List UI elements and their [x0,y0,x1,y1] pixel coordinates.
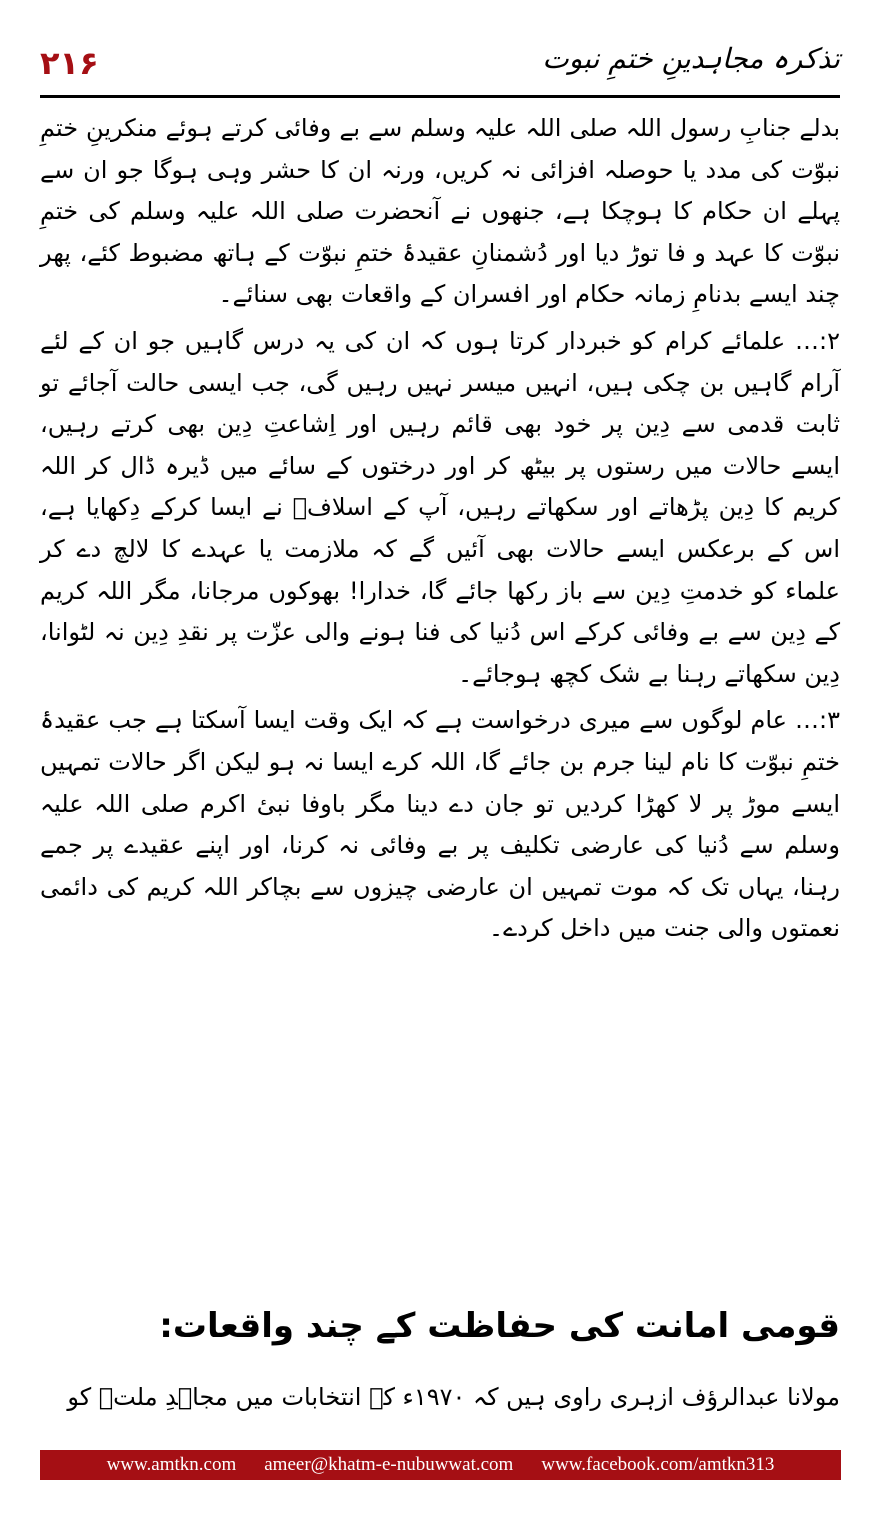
body-text [40,108,840,950]
page-header [40,38,840,98]
section-heading: قومی امانت کی حفاظت کے چند واقعات: [159,1306,840,1346]
paragraph-3: ۳:… عام لوگوں سے میری درخواست ہے کہ ایک وقت ایسا آسکتا ہے جب عقیدۂ ختمِ نبوّت کا نام لینا جرم بن جائے گا، اللہ کرے ایسا نہ ہو لیکن اگر حالات تمہیں ایسے موڑ پر لا کھڑا کردیں تو جان دے دینا مگر باوفا نبیٔ اکرم صلی اللہ علیہ وسلم سے دُنیا کی عارضی تکلیف پر بے وفائی نہ کرنا، اور اپنے عقیدے پر جمے رہنا، یہاں تک کہ موت تمہیں ان عارضی چیزوں سے بچاکر اللہ کریم کی دائمی نعمتوں والی جنت میں داخل کردے۔ [40,706,840,943]
footer-email-link[interactable]: ameer@khatm-e-nubuwwat.com [264,1454,514,1475]
header-divider [40,95,840,98]
paragraph-4-start: مولانا عبدالرؤف ازہری راوی ہیں کہ ۱۹۷۰ء کے انتخابات میں مجاہدِ ملتؒ کو [67,1383,840,1411]
footer-facebook-link[interactable]: www.facebook.com/amtkn313 [541,1454,775,1475]
running-title: تذکرہ مجاہدینِ ختمِ نبوت [542,42,840,75]
page-number: ۲۱۶ [40,44,99,82]
footer-bar [40,1450,841,1480]
paragraph-1: بدلے جنابِ رسول اللہ صلی اللہ علیہ وسلم سے بے وفائی کرتے ہوئے منکرینِ ختمِ نبوّت کی مدد یا حوصلہ افزائی نہ کریں، ورنہ ان کا حشر وہی ہوگا جو ان سے پہلے ان حکام کا ہوچکا ہے، جنھوں نے آنحضرت صلی اللہ علیہ وسلم کی ختمِ نبوّت کا عہد و فا توڑ دیا اور دُشمنانِ عقیدۂ ختمِ نبوّت کے ہاتھ مضبوط کئے، پھر چند ایسے بدنامِ زمانہ حکام اور افسران کے واقعات بھی سنائے۔ [40,114,840,309]
footer-website-link[interactable]: www.amtkn.com [106,1454,237,1475]
paragraph-2: ۲:… علمائے کرام کو خبردار کرتا ہوں کہ ان کی یہ درس گاہیں جو ان کے لئے آرام گاہیں بن چکی ہیں، انہیں میسر نہیں رہیں گی، جب ایسی حالت آجائے تو ثابت قدمی سے دِین پر خود بھی قائم رہیں اور اِشاعتِ دِین بھی کرتے رہیں، ایسے حالات میں رستوں پر بیٹھ کر اور درختوں کے سائے میں ڈیرہ ڈال کر اللہ کریم کا دِین پڑھاتے اور سکھاتے رہیں، آپ کے اسلافؒ نے ایسا کرکے دِکھایا ہے، اس کے برعکس ایسے حالات بھی آئیں گے کہ ملازمت یا عہدے کا لالچ دے کر علماء کو خدمتِ دِین سے باز رکھا جائے گا، خدارا! بھوکوں مرجانا، مگر اللہ کریم کے دِین سے بے وفائی کرکے اس دُنیا کی فنا ہونے والی عزّت پر نقدِ دِین نہ لٹوانا، دِین سکھاتے رہنا بے شک کچھ ہوجائے۔ [40,326,840,688]
